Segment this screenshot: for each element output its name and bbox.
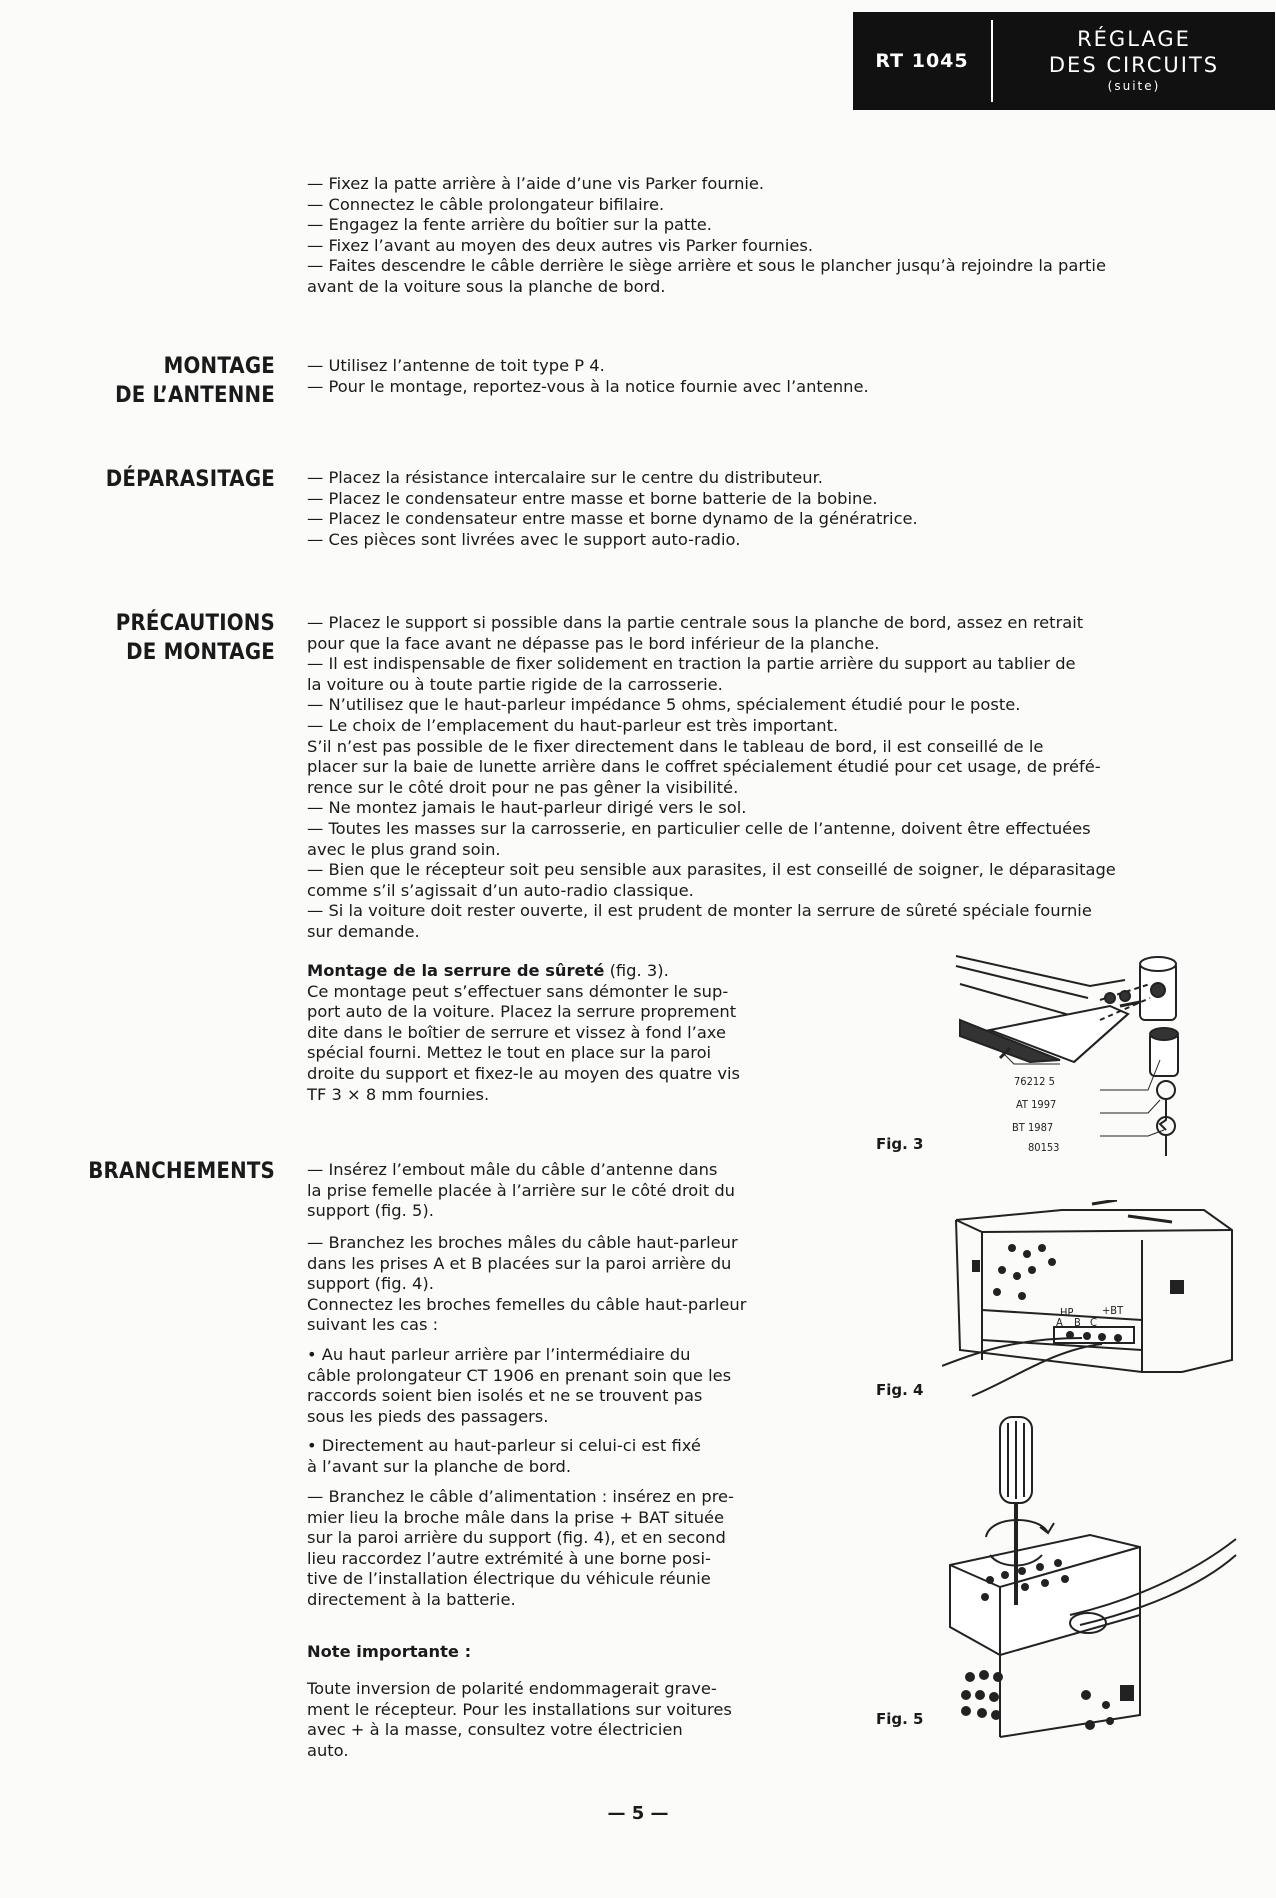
precautions-line: la voiture ou à toute partie rigide de la carrosserie. xyxy=(307,674,723,694)
figure-4-illustration xyxy=(942,1200,1242,1410)
precautions-line: — Bien que le récepteur soit peu sensible aux parasites, il est conseillé de soigner, le déparasitage xyxy=(307,860,1116,880)
branchements-line: à l’avant sur la planche de bord. xyxy=(307,1456,572,1476)
heading-precautions xyxy=(116,609,275,667)
serrure-line: TF 3 × 8 mm fournies. xyxy=(307,1084,490,1104)
serrure-paragraph xyxy=(307,961,797,1105)
heading-line: DE L’ANTENNE xyxy=(115,383,275,408)
antenne-line: — Utilisez l’antenne de toit type P 4. xyxy=(307,356,605,375)
intro-line: — Fixez l’avant au moyen des deux autres vis Parker fournies. xyxy=(307,235,814,255)
branchements-p3 xyxy=(307,1345,797,1427)
intro-line: — Engagez la fente arrière du boîtier sur la patte. xyxy=(307,215,712,235)
deparasitage-paragraph xyxy=(307,468,1217,550)
header-block xyxy=(853,12,1275,110)
precautions-line: — N’utilisez que le haut-parleur impédance 5 ohms, spécialement étudié pour le poste. xyxy=(307,695,1021,715)
figure-3-illustration xyxy=(950,940,1250,1170)
fig4-mark: B xyxy=(1074,1316,1081,1329)
precautions-line: — Placez le support si possible dans la partie centrale sous la planche de bord, assez en retrait xyxy=(307,613,1084,632)
branchements-line: tive de l’installation électrique du véhicule réunie xyxy=(307,1569,711,1589)
precautions-line: — Ne montez jamais le haut-parleur dirigé vers le sol. xyxy=(307,798,747,818)
branchements-line: • Directement au haut-parleur si celui-ci est fixé xyxy=(307,1436,701,1455)
fig3-part-label: AT 1997 xyxy=(1016,1098,1057,1111)
heading-line: DE MONTAGE xyxy=(126,640,275,665)
branchements-line: raccords soient bien isolés et ne se trouvent pas xyxy=(307,1386,703,1406)
branchements-line: directement à la batterie. xyxy=(307,1589,516,1609)
fig4-mark: C xyxy=(1090,1316,1097,1329)
page-number: — 5 — xyxy=(607,1803,669,1824)
precautions-line: placer sur la baie de lunette arrière dans le coffret spécialement étudié pour cet usage, de préfé- xyxy=(307,757,1101,777)
note-line: auto. xyxy=(307,1740,349,1760)
precautions-line: pour que la face avant ne dépasse pas le bord inférieur de la planche. xyxy=(307,633,880,653)
precautions-line: — Il est indispensable de fixer solidement en traction la partie arrière du support au tablier de xyxy=(307,654,1076,674)
heading-line: DÉPARASITAGE xyxy=(105,467,275,492)
heading-deparasitage xyxy=(106,465,275,494)
heading-line: MONTAGE xyxy=(163,354,275,379)
antenne-paragraph xyxy=(307,356,1217,397)
fig3-part-label: 76212 5 xyxy=(1014,1075,1055,1088)
fig4-label: Fig. 4 xyxy=(876,1381,924,1399)
intro-paragraph xyxy=(307,174,1217,298)
branchements-line: dans les prises A et B placées sur la paroi arrière du xyxy=(307,1253,732,1273)
deparasitage-line: — Placez le condensateur entre masse et borne batterie de la bobine. xyxy=(307,488,878,508)
note-line: Toute inversion de polarité endommagerait grave- xyxy=(307,1679,717,1698)
header-title xyxy=(993,26,1275,94)
serrure-ref: (fig. 3). xyxy=(604,961,669,980)
branchements-line: sous les pieds des passagers. xyxy=(307,1406,549,1426)
branchements-line: câble prolongateur CT 1906 en prenant soin que les xyxy=(307,1365,732,1385)
branchements-line: support (fig. 4). xyxy=(307,1274,434,1294)
note-paragraph xyxy=(307,1679,797,1761)
precautions-line: sur demande. xyxy=(307,921,420,941)
precautions-line: — Si la voiture doit rester ouverte, il est prudent de monter la serrure de sûreté spéciale fournie xyxy=(307,901,1092,921)
intro-line: — Fixez la patte arrière à l’aide d’une vis Parker fournie. xyxy=(307,174,765,193)
heading-line: BRANCHEMENTS xyxy=(88,1159,275,1184)
header-title-line1: RÉGLAGE xyxy=(1077,27,1191,51)
branchements-line: Connectez les broches femelles du câble haut-parleur xyxy=(307,1294,747,1314)
precautions-line: S’il n’est pas possible de le fixer directement dans le tableau de bord, il est conseillé de le xyxy=(307,736,1044,756)
branchements-p2 xyxy=(307,1233,797,1336)
branchements-line: — Branchez le câble d’alimentation : insérez en pre- xyxy=(307,1487,734,1506)
precautions-line: comme s’il s’agissait d’un auto-radio classique. xyxy=(307,880,694,900)
branchements-p4 xyxy=(307,1436,797,1477)
branchements-line: sur la paroi arrière du support (fig. 4), et en second xyxy=(307,1528,726,1548)
antenne-line: — Pour le montage, reportez-vous à la notice fournie avec l’antenne. xyxy=(307,376,869,396)
note-title-block xyxy=(307,1642,797,1663)
heading-montage-antenne xyxy=(115,352,275,410)
branchements-line: suivant les cas : xyxy=(307,1315,439,1335)
fig3-part-label: 80153 xyxy=(1028,1141,1060,1154)
deparasitage-line: — Ces pièces sont livrées avec le support auto-radio. xyxy=(307,529,741,549)
figure-5-illustration xyxy=(930,1415,1240,1745)
note-line: ment le récepteur. Pour les installations sur voitures xyxy=(307,1699,732,1719)
fig5-label: Fig. 5 xyxy=(876,1710,924,1728)
note-title: Note importante : xyxy=(307,1642,472,1661)
serrure-heading xyxy=(307,961,797,982)
intro-line: — Faites descendre le câble derrière le siège arrière et sous le plancher jusqu’à rejoindre la partie xyxy=(307,256,1106,276)
note-line: avec + à la masse, consultez votre électricien xyxy=(307,1720,683,1740)
precautions-line: rence sur le côté droit pour ne pas gêner la visibilité. xyxy=(307,777,739,797)
serrure-line: droite du support et fixez-le au moyen des quatre vis xyxy=(307,1063,740,1083)
precautions-line: avec le plus grand soin. xyxy=(307,839,501,859)
branchements-line: support (fig. 5). xyxy=(307,1201,434,1221)
branchements-p5 xyxy=(307,1487,797,1611)
document-code: RT 1045 xyxy=(875,50,969,72)
heading-branchements xyxy=(88,1157,275,1186)
precautions-line: — Le choix de l’emplacement du haut-parleur est très important. xyxy=(307,715,839,735)
intro-line: avant de la voiture sous la planche de bord. xyxy=(307,276,666,296)
header-subtitle: (suite) xyxy=(1107,79,1161,93)
serrure-line: Ce montage peut s’effectuer sans démonter le sup- xyxy=(307,981,729,1001)
branchements-line: mier lieu la broche mâle dans la prise + BAT située xyxy=(307,1507,725,1527)
precautions-paragraph xyxy=(307,613,1217,943)
deparasitage-line: — Placez la résistance intercalaire sur le centre du distributeur. xyxy=(307,468,823,487)
header-title-line2: DES CIRCUITS xyxy=(1048,53,1220,77)
fig3-label: Fig. 3 xyxy=(876,1135,924,1153)
branchements-line: la prise femelle placée à l’arrière sur le côté droit du xyxy=(307,1180,736,1200)
branchements-p1 xyxy=(307,1160,797,1222)
serrure-title: Montage de la serrure de sûreté xyxy=(307,961,605,980)
branchements-line: — Branchez les broches mâles du câble haut-parleur xyxy=(307,1233,738,1252)
deparasitage-line: — Placez le condensateur entre masse et borne dynamo de la génératrice. xyxy=(307,509,918,529)
serrure-line: port auto de la voiture. Placez la serrure proprement xyxy=(307,1002,737,1022)
precautions-line: — Toutes les masses sur la carrosserie, en particulier celle de l’antenne, doivent être effectuées xyxy=(307,818,1091,838)
branchements-line: lieu raccordez l’autre extrémité à une borne posi- xyxy=(307,1548,711,1568)
fig4-mark: HP xyxy=(1060,1306,1074,1319)
branchements-line: — Insérez l’embout mâle du câble d’antenne dans xyxy=(307,1160,718,1179)
branchements-line: • Au haut parleur arrière par l’intermédiaire du xyxy=(307,1345,691,1364)
fig4-mark: A xyxy=(1056,1316,1063,1329)
fig3-part-label: BT 1987 xyxy=(1012,1121,1054,1134)
serrure-line: dite dans le boîtier de serrure et vissez à fond l’axe xyxy=(307,1022,726,1042)
heading-line: PRÉCAUTIONS xyxy=(115,611,275,636)
intro-line: — Connectez le câble prolongateur bifilaire. xyxy=(307,194,665,214)
fig4-mark: +BT xyxy=(1102,1304,1124,1317)
serrure-line: spécial fourni. Mettez le tout en place sur la paroi xyxy=(307,1043,712,1063)
